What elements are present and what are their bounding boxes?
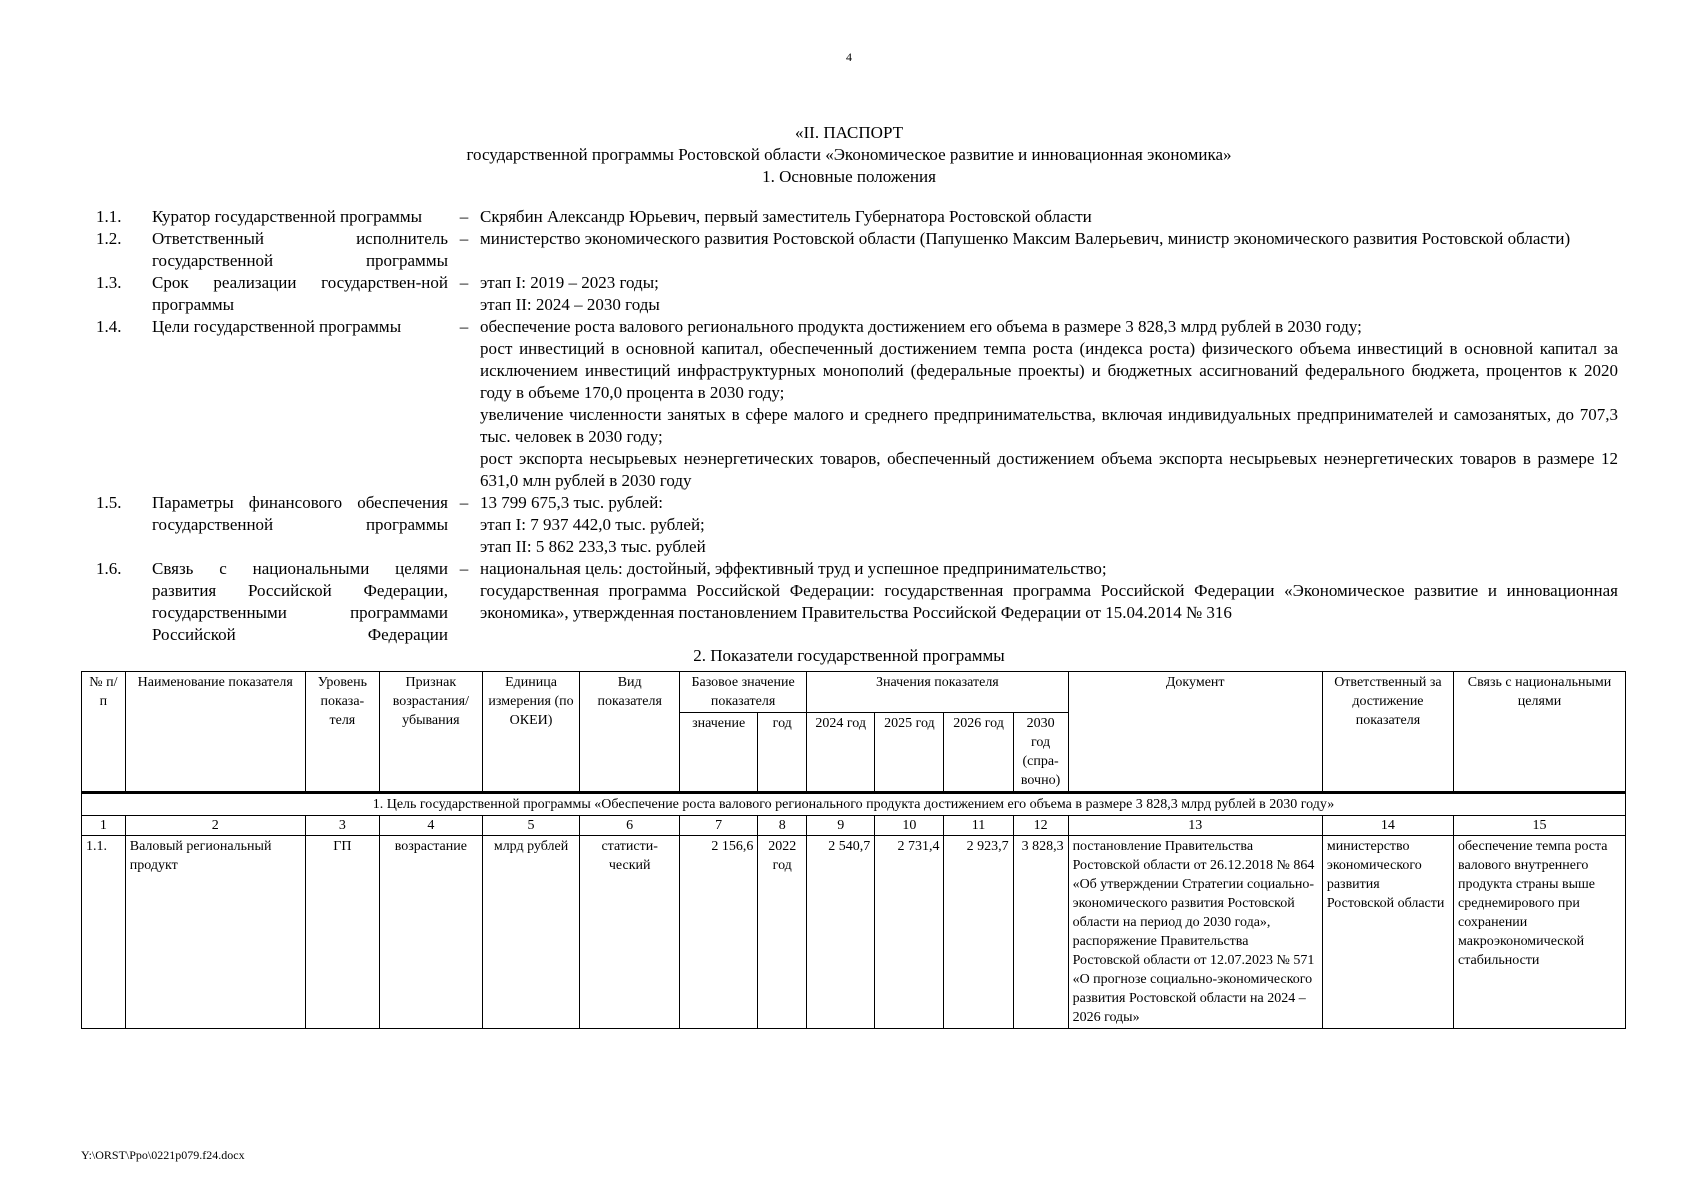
row-value (480, 492, 1618, 558)
column-number: 1 (82, 816, 126, 836)
value-line: министерство экономического развития Ростовской области (Папушенко Максим Валерьевич, министр экономического развития Ростовской области) (480, 229, 1571, 248)
row-value (480, 316, 1618, 492)
header-2026: 2026 год (944, 713, 1013, 793)
row-value (480, 228, 1618, 272)
cell-name: Валовый региональный продукт (125, 836, 305, 1029)
passport-row (96, 558, 1618, 646)
column-number: 12 (1013, 816, 1068, 836)
table-row (82, 836, 1626, 1029)
row-number: 1.5. (96, 493, 122, 512)
row-number: 1.1. (96, 207, 122, 226)
header-kind: Вид показателя (580, 672, 680, 793)
column-number: 2 (125, 816, 305, 836)
goal-row (82, 793, 1626, 816)
value-line: Скрябин Александр Юрьевич, первый заместитель Губернатора Ростовской области (480, 207, 1092, 226)
row-number: 1.4. (96, 317, 122, 336)
passport-row (96, 316, 1618, 492)
goal-text: 1. Цель государственной программы «Обеспечение роста валового регионального продукта достижением его объема в размере 3 828,3 млрд рублей в 2030 году» (82, 793, 1626, 816)
cell-2025: 2 731,4 (875, 836, 944, 1029)
header-row (82, 672, 1626, 713)
value-line: 13 799 675,3 тыс. рублей: (480, 493, 664, 512)
column-number: 9 (807, 816, 875, 836)
row-number: 1.6. (96, 559, 122, 578)
page-number: 4 (846, 50, 852, 64)
passport-row (96, 272, 1618, 316)
passport-row (96, 492, 1618, 558)
row-label: Срок реализации государствен-ной программы (152, 273, 448, 314)
row-label: Куратор государственной программы (152, 207, 423, 226)
cell-2026: 2 923,7 (944, 836, 1013, 1029)
cell-unit: млрд рублей (482, 836, 580, 1029)
row-dash: – (459, 493, 469, 512)
row-dash: – (459, 317, 469, 336)
cell-trend: возрастание (379, 836, 482, 1029)
cell-base-year: 2022 год (758, 836, 807, 1029)
header-base: Базовое значение показателя (680, 672, 807, 713)
document-title (0, 122, 1698, 188)
column-number: 15 (1454, 816, 1626, 836)
header-link: Связь с национальными целями (1454, 672, 1626, 793)
header-base-value: значение (680, 713, 758, 793)
column-number: 3 (305, 816, 379, 836)
row-label: Ответственный исполнитель государственной программы (152, 229, 448, 270)
passport-list (96, 206, 1618, 646)
row-number: 1.3. (96, 273, 122, 292)
header-values: Значения показателя (807, 672, 1068, 713)
header-level: Уровень показа-теля (305, 672, 379, 793)
header-2025: 2025 год (875, 713, 944, 793)
column-number: 7 (680, 816, 758, 836)
column-number: 6 (580, 816, 680, 836)
cell-document: постановление Правительства Ростовской области от 26.12.2018 № 864 «Об утверждении Стратегии социально-экономического развития Ростовской области на период до 2030 года», распоряжение Правительства Ростовской области от 12.07.2023 № 571 «О прогнозе социально-экономического развития Ростовской области на 2024 – 2026 годы» (1068, 836, 1322, 1029)
header-unit: Единица измерения (по ОКЕИ) (482, 672, 580, 793)
value-line: этап I: 2019 – 2023 годы; (480, 273, 659, 292)
column-number: 10 (875, 816, 944, 836)
column-numbers-row (82, 816, 1626, 836)
title-line-1: «II. ПАСПОРТ (795, 123, 903, 142)
row-dash: – (459, 229, 469, 248)
header-2030: 2030 год (спра-вочно) (1013, 713, 1068, 793)
cell-level: ГП (305, 836, 379, 1029)
header-2024: 2024 год (807, 713, 875, 793)
indicators-table (81, 671, 1626, 1029)
cell-responsible: министерство экономического развития Ростовской области (1322, 836, 1453, 1029)
value-line: этап II: 5 862 233,3 тыс. рублей (480, 537, 706, 556)
title-line-2: государственной программы Ростовской области «Экономическое развитие и инновационная экономика» (466, 145, 1232, 164)
row-value (480, 558, 1618, 646)
value-line: этап II: 2024 – 2030 годы (480, 295, 660, 314)
value-line: увеличение численности занятых в сфере малого и среднего предпринимательства, включая индивидуальных предпринимателей и самозанятых, до 707,3 тыс. человек в 2030 году; (480, 405, 1618, 446)
cell-2030: 3 828,3 (1013, 836, 1068, 1029)
section2-heading: 2. Показатели государственной программы (693, 646, 1005, 665)
column-number: 13 (1068, 816, 1322, 836)
row-label: Связь с национальными целями развития Российской Федерации, государственными программами Российской Федерации (152, 559, 448, 644)
column-number: 4 (379, 816, 482, 836)
value-line: рост экспорта несырьевых неэнергетических товаров, обеспеченный достижением объема экспорта несырьевых неэнергетических товаров в размере 12 631,0 млн рублей в 2030 году (480, 449, 1618, 490)
column-number: 5 (482, 816, 580, 836)
header-name: Наименование показателя (125, 672, 305, 793)
value-line: обеспечение роста валового регионального продукта достижением его объема в размере 3 828,3 млрд рублей в 2030 году; (480, 317, 1362, 336)
header-num: № п/п (82, 672, 126, 793)
cell-num: 1.1. (82, 836, 126, 1029)
row-value (480, 272, 1618, 316)
file-path-footer: Y:\ORST\Ppo\0221p079.f24.docx (81, 1148, 245, 1162)
value-line: национальная цель: достойный, эффективный труд и успешное предпринимательство; (480, 559, 1107, 578)
column-number: 8 (758, 816, 807, 836)
header-base-year: год (758, 713, 807, 793)
header-trend: Признак возрастания/ убывания (379, 672, 482, 793)
row-label: Цели государственной программы (152, 317, 402, 336)
column-number: 14 (1322, 816, 1453, 836)
row-dash: – (459, 273, 469, 292)
section1-heading: 1. Основные положения (762, 167, 936, 186)
passport-row (96, 228, 1618, 272)
row-number: 1.2. (96, 229, 122, 248)
value-line: государственная программа Российской Федерации: государственная программа Российской Федерации «Экономическое развитие и инновационная экономика», утвержденная постановлением Правительства Российской Федерации от 15.04.2014 № 316 (480, 581, 1618, 622)
value-line: рост инвестиций в основной капитал, обеспеченный достижением темпа роста (индекса роста) физического объема инвестиций в основной капитал за исключением инвестиций инфраструктурных монополий (федеральные проекты) и бюджетных ассигнований федерального бюджета, процентов к 2020 году в объеме 170,0 процента в 2030 году; (480, 339, 1618, 402)
row-dash: – (459, 207, 469, 226)
row-value (480, 206, 1618, 228)
passport-row (96, 206, 1618, 228)
cell-kind: статисти-ческий (580, 836, 680, 1029)
row-label: Параметры финансового обеспечения государственной программы (152, 493, 448, 534)
cell-base-value: 2 156,6 (680, 836, 758, 1029)
cell-2024: 2 540,7 (807, 836, 875, 1029)
cell-link: обеспечение темпа роста валового внутреннего продукта страны выше среднемирового при сохранении макроэкономической стабильности (1454, 836, 1626, 1029)
header-responsible: Ответственный за достижение показателя (1322, 672, 1453, 793)
column-number: 11 (944, 816, 1013, 836)
header-document: Документ (1068, 672, 1322, 793)
value-line: этап I: 7 937 442,0 тыс. рублей; (480, 515, 705, 534)
row-dash: – (459, 559, 469, 578)
